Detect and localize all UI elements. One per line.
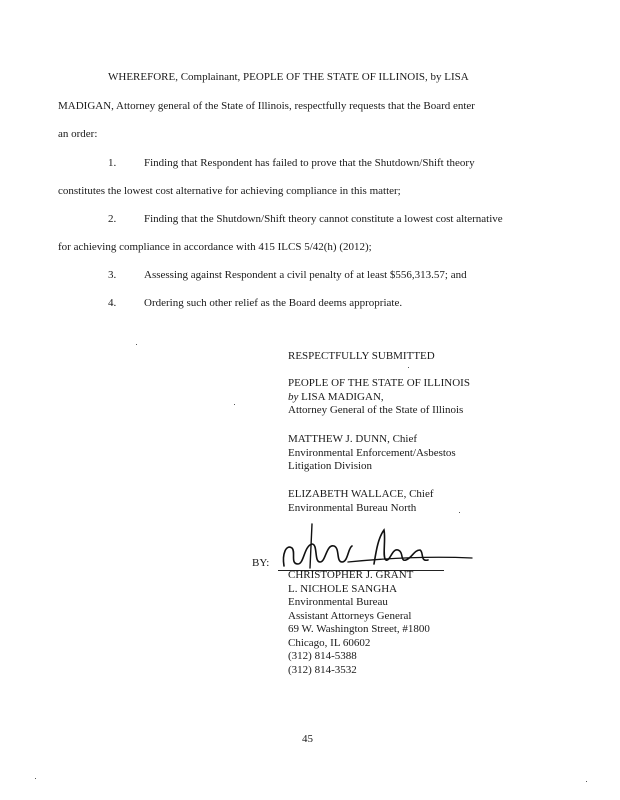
scan-speck [234, 404, 235, 405]
chief-2-division: Environmental Bureau North [288, 501, 417, 514]
ag-title: Attorney General of the State of Illinois [288, 404, 464, 416]
item-3-number: 3. [108, 269, 117, 281]
page-number: 45 [302, 733, 313, 745]
by-word: by [288, 390, 299, 403]
chief-2-name: ELIZABETH WALLACE, Chief [288, 488, 434, 500]
chief-1-name: MATTHEW J. DUNN, Chief [288, 433, 418, 445]
item-4-number: 4. [108, 297, 117, 309]
respectfully-submitted-heading: RESPECTFULLY SUBMITTED [288, 350, 435, 362]
chief-1-division-2: Litigation Division [288, 460, 373, 472]
signer-1: CHRISTOPHER J. GRANT [288, 569, 414, 581]
chief-1-block [288, 433, 456, 474]
role: Assistant Attorneys General [288, 609, 412, 622]
scan-speck [586, 781, 587, 782]
scan-speck [136, 344, 137, 345]
phone-1: (312) 814-5388 [288, 650, 357, 662]
intro-line-2: MADIGAN, Attorney general of the State of Illinois, respectfully requests that the Board enter [58, 100, 475, 112]
signer-2: L. NICHOLE SANGHA [288, 582, 398, 595]
item-1-line-2: constitutes the lowest cost alternative for achieving compliance in this matter; [58, 185, 401, 197]
scan-speck [459, 512, 460, 513]
by-line [288, 391, 470, 405]
party-name: PEOPLE OF THE STATE OF ILLINOIS [288, 377, 470, 389]
phone-2: (312) 814-3532 [288, 663, 357, 676]
item-1-number: 1. [108, 157, 117, 169]
item-3-line-1: Assessing against Respondent a civil penalty of at least $556,313.57; and [144, 269, 467, 281]
chief-2-block [288, 488, 434, 515]
scan-speck [408, 367, 409, 368]
by-label: BY: [252, 557, 270, 569]
intro-line-1: WHEREFORE, Complainant, PEOPLE OF THE STATE OF ILLINOIS, by LISA [108, 71, 469, 83]
item-2-line-1: Finding that the Shutdown/Shift theory cannot constitute a lowest cost alternative [144, 213, 503, 225]
signers-block [288, 569, 430, 677]
bureau: Environmental Bureau [288, 596, 388, 608]
item-2-line-2: for achieving compliance in accordance with 415 ILCS 5/42(h) (2012); [58, 241, 372, 253]
party-block [288, 377, 470, 418]
item-1-line-1: Finding that Respondent has failed to prove that the Shutdown/Shift theory [144, 157, 475, 169]
street-address: 69 W. Washington Street, #1800 [288, 623, 430, 635]
scan-speck [35, 778, 36, 779]
item-2-number: 2. [108, 213, 117, 225]
intro-line-3: an order: [58, 128, 98, 140]
ag-name: LISA MADIGAN, [301, 390, 384, 403]
item-4-line-1: Ordering such other relief as the Board deems appropriate. [144, 297, 403, 309]
city-address: Chicago, IL 60602 [288, 636, 371, 649]
chief-1-division-1: Environmental Enforcement/Asbestos [288, 446, 456, 459]
